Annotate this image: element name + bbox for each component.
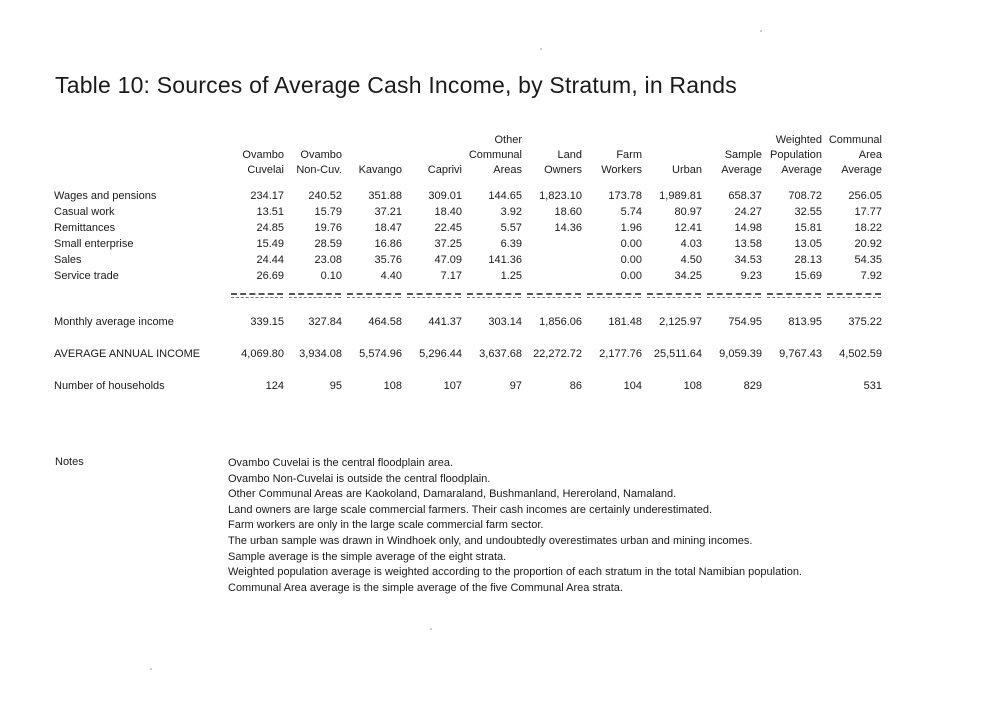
table-cell: 14.36 — [554, 222, 582, 234]
table-cell: 108 — [683, 380, 702, 392]
dashed-rule — [707, 293, 761, 298]
note-line: Other Communal Areas are Kaokoland, Damaraland, Bushmanland, Hereroland, Namaland. — [228, 488, 677, 501]
table-cell — [524, 252, 584, 268]
table-cell: 14.98 — [734, 222, 762, 234]
note-line: Ovambo Non-Cuvelai is outside the central floodplain. — [228, 472, 491, 485]
dashed-rule — [467, 293, 521, 298]
table-cell: 256.05 — [848, 190, 882, 202]
table-cell: 4.50 — [680, 254, 702, 266]
dashed-rule — [827, 293, 881, 298]
table-cell: 108 — [383, 380, 402, 392]
table-cell: 9,059.39 — [719, 348, 762, 360]
table-cell: 17.77 — [854, 206, 882, 218]
table-cell: 34.25 — [674, 270, 702, 282]
table-cell: 303.14 — [488, 316, 522, 328]
table-cell: 813.95 — [788, 316, 822, 328]
table-row — [52, 220, 884, 236]
row-label: AVERAGE ANNUAL INCOME — [54, 348, 201, 360]
dashed-rule — [647, 293, 701, 298]
table-cell: 37.21 — [374, 206, 402, 218]
table-cell: 6.39 — [500, 238, 522, 250]
table-cell: 19.76 — [314, 222, 342, 234]
table-cell: 22,272.72 — [533, 348, 582, 360]
table-cell: 5.74 — [620, 206, 642, 218]
table-cell: 18.40 — [434, 206, 462, 218]
table-cell: 173.78 — [608, 190, 642, 202]
income-table — [52, 133, 884, 402]
table-cell: 23.08 — [314, 254, 342, 266]
table-cell: 0.00 — [620, 238, 642, 250]
header-label-cell — [52, 133, 228, 188]
table-cell: 1.25 — [500, 270, 522, 282]
scan-speck — [430, 628, 432, 630]
scan-speck — [540, 48, 542, 50]
table-cell: 5,296.44 — [419, 348, 462, 360]
table-cell: 1,989.81 — [659, 190, 702, 202]
table-cell: 13.51 — [256, 206, 284, 218]
row-label: Monthly average income — [54, 316, 174, 328]
table-cell: 3.92 — [500, 206, 522, 218]
table-cell — [764, 370, 824, 402]
table-row — [52, 306, 884, 338]
note-line: The urban sample was drawn in Windhoek only, and undoubtedly overestimates urban and mining incomes. — [228, 534, 753, 547]
table-cell: 15.81 — [794, 222, 822, 234]
table-cell: 37.25 — [434, 238, 462, 250]
table-cell: 9.23 — [740, 270, 762, 282]
table-cell: 4.40 — [380, 270, 402, 282]
table-row — [52, 252, 884, 268]
row-label: Service trade — [54, 270, 119, 282]
notes-list — [228, 456, 802, 596]
column-header: Sample Average — [721, 149, 762, 176]
table-cell: 240.52 — [308, 190, 342, 202]
table-cell: 7.17 — [440, 270, 462, 282]
table-cell: 28.59 — [314, 238, 342, 250]
table-cell: 2,177.76 — [599, 348, 642, 360]
table-cell: 86 — [569, 380, 582, 392]
table-cell: 3,934.08 — [299, 348, 342, 360]
table-body — [52, 188, 884, 402]
table-cell: 20.92 — [854, 238, 882, 250]
table-row — [52, 268, 884, 284]
table-cell: 97 — [509, 380, 522, 392]
dashed-rule — [407, 293, 461, 298]
table-cell: 141.36 — [488, 254, 522, 266]
table-cell: 18.22 — [854, 222, 882, 234]
table-cell — [524, 236, 584, 252]
separator-row — [52, 284, 884, 306]
table-cell: 13.58 — [734, 238, 762, 250]
dashed-rule — [231, 293, 283, 298]
column-header: Weighted Population Average — [770, 134, 822, 176]
table-cell: 441.37 — [428, 316, 462, 328]
column-header: Communal Area Average — [828, 134, 882, 176]
row-label: Casual work — [54, 206, 115, 218]
column-header: Kavango — [358, 164, 402, 176]
table-cell: 4,502.59 — [839, 348, 882, 360]
table-cell: 54.35 — [854, 254, 882, 266]
table-cell: 0.00 — [620, 254, 642, 266]
notes-label: Notes — [55, 456, 84, 468]
table-cell: 15.49 — [256, 238, 284, 250]
column-header: Land Owners — [544, 149, 582, 176]
note-line: Land owners are large scale commercial farmers. Their cash incomes are certainly underestimated. — [228, 503, 713, 516]
table-cell: 829 — [743, 380, 762, 392]
table-cell: 5.57 — [500, 222, 522, 234]
dashed-rule — [767, 293, 821, 298]
table-cell: 3,637.68 — [479, 348, 522, 360]
table-cell: 26.69 — [256, 270, 284, 282]
table-cell: 24.85 — [256, 222, 284, 234]
header-row — [52, 133, 884, 188]
column-header: Caprivi — [427, 164, 462, 176]
table-cell: 1.96 — [620, 222, 642, 234]
column-header: Other Communal Areas — [468, 134, 522, 176]
table-cell: 7.92 — [860, 270, 882, 282]
dashed-rule — [527, 293, 581, 298]
table-row — [52, 188, 884, 204]
table-cell: 24.27 — [734, 206, 762, 218]
column-header: Farm Workers — [601, 149, 642, 176]
column-header: Ovambo Non-Cuv. — [296, 149, 342, 176]
row-label: Remittances — [54, 222, 116, 234]
table-cell: 339.15 — [250, 316, 284, 328]
table-cell: 16.86 — [374, 238, 402, 250]
table-cell: 24.44 — [256, 254, 284, 266]
table-cell: 104 — [623, 380, 642, 392]
table-cell: 309.01 — [428, 190, 462, 202]
note-line: Sample average is the simple average of the eight strata. — [228, 550, 507, 563]
table-cell: 181.48 — [608, 316, 642, 328]
table-cell: 9,767.43 — [779, 348, 822, 360]
table-cell: 107 — [443, 380, 462, 392]
table-cell: 1,823.10 — [539, 190, 582, 202]
column-header: Urban — [672, 164, 702, 176]
table-cell: 531 — [863, 380, 882, 392]
table-row — [52, 236, 884, 252]
table-title: Table 10: Sources of Average Cash Income, by Stratum, in Rands — [55, 72, 737, 98]
table-cell: 0.00 — [620, 270, 642, 282]
table-cell: 0.10 — [320, 270, 342, 282]
table-cell: 35.76 — [374, 254, 402, 266]
table-cell: 708.72 — [788, 190, 822, 202]
row-label: Small enterprise — [54, 238, 134, 250]
table-cell: 18.47 — [374, 222, 402, 234]
table-cell: 95 — [329, 380, 342, 392]
scan-speck — [760, 30, 762, 32]
note-line: Ovambo Cuvelai is the central floodplain area. — [228, 457, 454, 469]
table-cell: 25,511.64 — [653, 348, 702, 360]
table-cell: 2,125.97 — [659, 316, 702, 328]
table-cell: 15.69 — [794, 270, 822, 282]
table-cell: 327.84 — [308, 316, 342, 328]
row-label: Number of households — [54, 380, 165, 392]
table-cell: 754.95 — [728, 316, 762, 328]
scan-speck — [150, 668, 152, 670]
table-cell: 5,574.96 — [359, 348, 402, 360]
row-label: Sales — [54, 254, 82, 266]
table-cell: 12.41 — [674, 222, 702, 234]
row-label: Wages and pensions — [54, 190, 157, 202]
table-row — [52, 204, 884, 220]
table-cell: 234.17 — [250, 190, 284, 202]
dashed-rule — [587, 293, 641, 298]
table-cell: 4.03 — [680, 238, 702, 250]
table-cell: 1,856.06 — [539, 316, 582, 328]
table-cell: 80.97 — [674, 206, 702, 218]
table-cell: 124 — [265, 380, 284, 392]
note-line: Farm workers are only in the large scale commercial farm sector. — [228, 519, 544, 532]
table-cell: 144.65 — [488, 190, 522, 202]
table-cell: 28.13 — [794, 254, 822, 266]
note-line: Weighted population average is weighted according to the proportion of each stratum in the total Namibian population. — [228, 566, 802, 579]
table-cell: 375.22 — [848, 316, 882, 328]
table-cell: 32.55 — [794, 206, 822, 218]
dashed-rule — [289, 293, 341, 298]
table-cell: 351.88 — [368, 190, 402, 202]
table-cell: 34.53 — [734, 254, 762, 266]
column-header: Ovambo Cuvelai — [242, 149, 284, 176]
dashed-rule — [347, 293, 401, 298]
table-cell: 658.37 — [728, 190, 762, 202]
table-cell: 4,069.80 — [241, 348, 284, 360]
table-cell: 22.45 — [434, 222, 462, 234]
note-line: Communal Area average is the simple average of the five Communal Area strata. — [228, 581, 623, 594]
table-cell: 15.79 — [314, 206, 342, 218]
table-cell: 464.58 — [368, 316, 402, 328]
table-cell: 47.09 — [434, 254, 462, 266]
table-row — [52, 370, 884, 402]
table-cell — [524, 268, 584, 284]
table-row — [52, 338, 884, 370]
table-cell: 18.60 — [554, 206, 582, 218]
table-cell: 13.05 — [794, 238, 822, 250]
